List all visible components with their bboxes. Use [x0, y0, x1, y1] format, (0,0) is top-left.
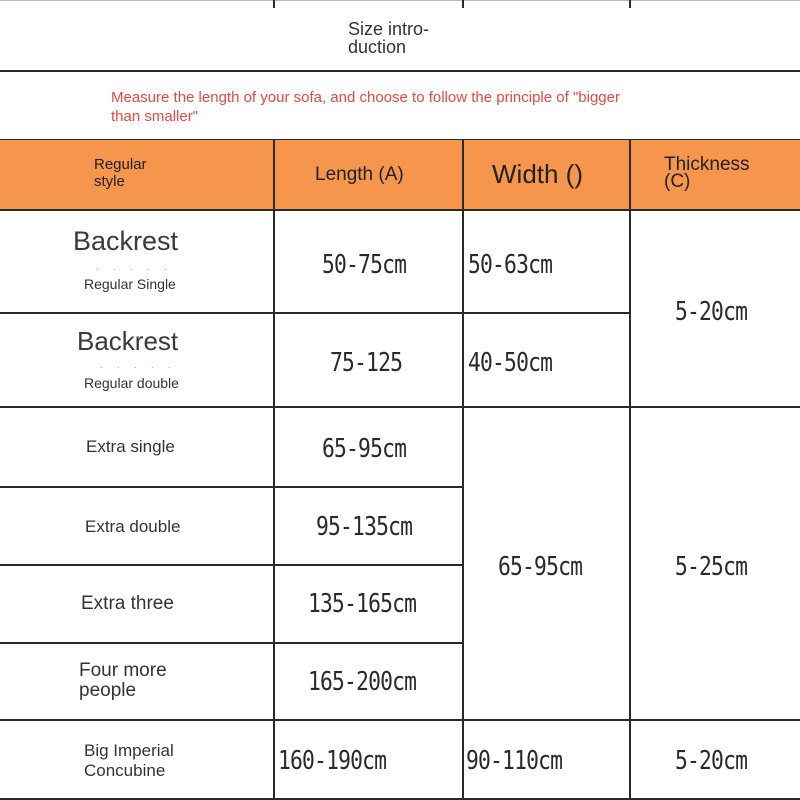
row7-length: 160-190cm: [278, 746, 387, 776]
row6-length: 165-200cm: [308, 667, 417, 697]
table-header: [0, 140, 800, 210]
row-line-6: [0, 719, 800, 721]
grid-line-top: [0, 0, 800, 1]
row3-length: 65-95cm: [322, 434, 407, 464]
width-extra: 65-95cm: [498, 552, 583, 582]
row3-name: Extra single: [86, 437, 175, 456]
row6-name: [79, 661, 167, 701]
measure-note-line2: than smaller": [111, 108, 199, 125]
body-divider-1: [273, 210, 275, 800]
row7-thickness: 5-20cm: [675, 746, 748, 776]
header-style-line2: style: [94, 173, 125, 190]
row2-width: 40-50cm: [468, 348, 553, 378]
page-title-line2: duction: [348, 37, 407, 57]
header-style-line1: Regular: [94, 156, 147, 173]
row6-name-line2: people: [79, 680, 137, 701]
row2-length: 75-125: [330, 348, 403, 378]
header-divider-1: [273, 140, 275, 210]
row7-name-line2: Concubine: [84, 761, 166, 780]
header-style: [94, 156, 147, 190]
body-divider-3: [629, 210, 631, 800]
row-line-4: [0, 564, 462, 566]
row-line-1: [0, 312, 629, 314]
header-length: Length (A): [315, 164, 404, 185]
header-thickness: [664, 156, 750, 190]
thickness-extra: 5-25cm: [675, 552, 748, 582]
row5-name: Extra three: [81, 593, 174, 614]
page-title-line1: Size intro-: [348, 19, 430, 39]
grid-line-top-v1: [273, 0, 275, 8]
row-line-2: [0, 406, 800, 408]
row2-dots: . . . . .: [100, 360, 177, 370]
row1-name: Backrest: [73, 226, 179, 256]
header-bottom-line: [0, 209, 800, 211]
row2-subname: Regular double: [84, 375, 179, 391]
grid-line-top-v2: [462, 0, 464, 8]
page-title: [348, 20, 429, 56]
measure-note-line1: Measure the length of your sofa, and choose to follow the principle of "bigger: [111, 89, 620, 106]
grid-line-top-v3: [629, 0, 631, 8]
row1-length: 50-75cm: [322, 250, 407, 280]
header-divider-3: [629, 140, 631, 210]
measure-note: [111, 88, 711, 126]
row7-name: [84, 741, 174, 781]
header-divider-2: [462, 140, 464, 210]
row7-width: 90-110cm: [466, 746, 563, 776]
row1-dots: . . . . .: [96, 262, 173, 272]
body-divider-2: [462, 210, 464, 800]
row-line-5: [0, 642, 462, 644]
grid-line-title-bottom: [0, 70, 800, 72]
row2-name: Backrest: [77, 326, 179, 356]
row5-length: 135-165cm: [308, 589, 417, 619]
row-line-3: [0, 486, 462, 488]
row4-name: Extra double: [85, 517, 181, 536]
header-width: Width (): [492, 159, 583, 189]
row7-name-line1: Big Imperial: [84, 741, 174, 760]
row6-name-line1: Four more: [79, 660, 167, 681]
header-thickness-line2: (C): [664, 171, 691, 192]
row4-length: 95-135cm: [316, 512, 413, 542]
row1-width: 50-63cm: [468, 250, 553, 280]
row1-subname: Regular Single: [84, 276, 176, 292]
thickness-regular: 5-20cm: [675, 297, 748, 327]
header-thickness-line1: Thickness: [664, 154, 750, 175]
